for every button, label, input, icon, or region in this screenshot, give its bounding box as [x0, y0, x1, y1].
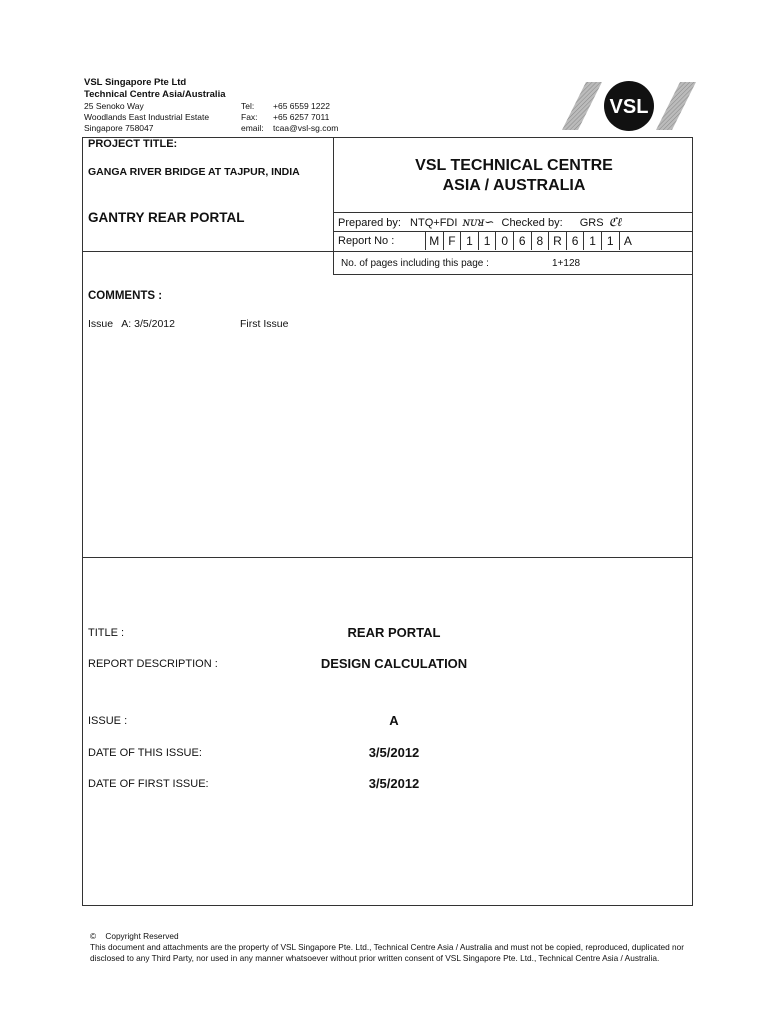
- report-no-char: R: [548, 232, 566, 250]
- date-issue-value: 3/5/2012: [368, 745, 420, 760]
- divider: [82, 251, 693, 252]
- tel-value: +65 6559 1222: [273, 101, 330, 111]
- divider: [333, 274, 693, 275]
- fax-label: Fax:: [241, 112, 258, 122]
- date-first-value: 3/5/2012: [368, 776, 420, 791]
- prepared-label: Prepared by:: [338, 217, 401, 229]
- checked-label: Checked by:: [501, 217, 563, 229]
- email-value: tcaa@vsl-sg.com: [273, 123, 339, 133]
- report-no-char: 1: [601, 232, 619, 250]
- company-address: [84, 101, 209, 134]
- centre-title-line: VSL TECHNICAL CENTRE: [415, 157, 613, 174]
- prepared-value: NTQ+FDI: [410, 217, 458, 229]
- company-name: VSL Singapore Pte Ltd: [84, 77, 187, 88]
- description-label: REPORT DESCRIPTION :: [88, 658, 218, 670]
- checked-value: GRS: [579, 217, 604, 229]
- divider: [333, 137, 334, 275]
- footer: [90, 931, 700, 964]
- pages-label: No. of pages including this page :: [341, 258, 489, 269]
- report-no-char: M: [425, 232, 443, 250]
- project-name: GANGA RIVER BRIDGE AT TAJPUR, INDIA: [88, 166, 300, 178]
- logo-text: VSL: [609, 96, 649, 118]
- title-label: TITLE :: [88, 627, 125, 639]
- date-first-label: DATE OF FIRST ISSUE:: [88, 778, 209, 790]
- issue-value: A: [389, 713, 399, 728]
- company-block: [84, 77, 226, 101]
- comment-issue: Issue A: 3/5/2012: [88, 318, 175, 330]
- title-value: REAR PORTAL: [347, 625, 441, 640]
- address-line: 25 Senoko Way: [84, 101, 144, 111]
- report-no-char: A: [619, 232, 637, 250]
- address-line: Singapore 758047: [84, 123, 154, 133]
- centre-title-line: ASIA / AUSTRALIA: [442, 177, 586, 194]
- comments-label: COMMENTS :: [88, 290, 163, 302]
- report-no-label: Report No :: [338, 235, 395, 247]
- report-no-char: 1: [478, 232, 496, 250]
- report-no-char: 0: [495, 232, 513, 250]
- prepared-row: [338, 215, 622, 230]
- report-no-char: 6: [513, 232, 531, 250]
- divider: [333, 212, 693, 213]
- comment-note: First Issue: [240, 318, 289, 330]
- report-no-char: 1: [460, 232, 478, 250]
- copyright-notice: This document and attachments are the property of VSL Singapore Pte. Ltd., Technical Centre Asia / Australia and must not be copied, reproduced, duplicated nor disclosed to any Third Party, nor used in any manner whatsoever without prior written consent of VSL Singapore Pte. Ltd., Technical Centre Asia / Australia.: [90, 942, 685, 963]
- report-no-char: 1: [583, 232, 601, 250]
- vsl-logo: [560, 80, 700, 132]
- prepared-signature: ɴᴜᴚ∽: [462, 215, 495, 229]
- fax-value: +65 6257 7011: [273, 112, 330, 122]
- pages-value: 1+128: [552, 258, 581, 269]
- tel-label: Tel:: [241, 101, 255, 111]
- project-title-label: PROJECT TITLE:: [88, 138, 178, 150]
- report-no-char: F: [443, 232, 461, 250]
- email-label: email:: [241, 123, 264, 133]
- checked-signature: ℭℓ: [608, 215, 623, 229]
- issue-label: ISSUE :: [88, 715, 128, 727]
- description-value: DESIGN CALCULATION: [320, 656, 468, 671]
- report-no-char: 8: [531, 232, 549, 250]
- date-issue-label: DATE OF THIS ISSUE:: [88, 747, 202, 759]
- centre-title: [335, 156, 693, 196]
- copyright-line: © Copyright Reserved: [90, 931, 179, 941]
- report-no-char: 6: [566, 232, 584, 250]
- project-subject: GANTRY REAR PORTAL: [88, 210, 245, 225]
- company-division: Technical Centre Asia/Australia: [84, 89, 226, 100]
- company-contact: [241, 101, 338, 134]
- divider: [82, 557, 693, 558]
- report-no-cells: [425, 232, 636, 250]
- address-line: Woodlands East Industrial Estate: [84, 112, 210, 122]
